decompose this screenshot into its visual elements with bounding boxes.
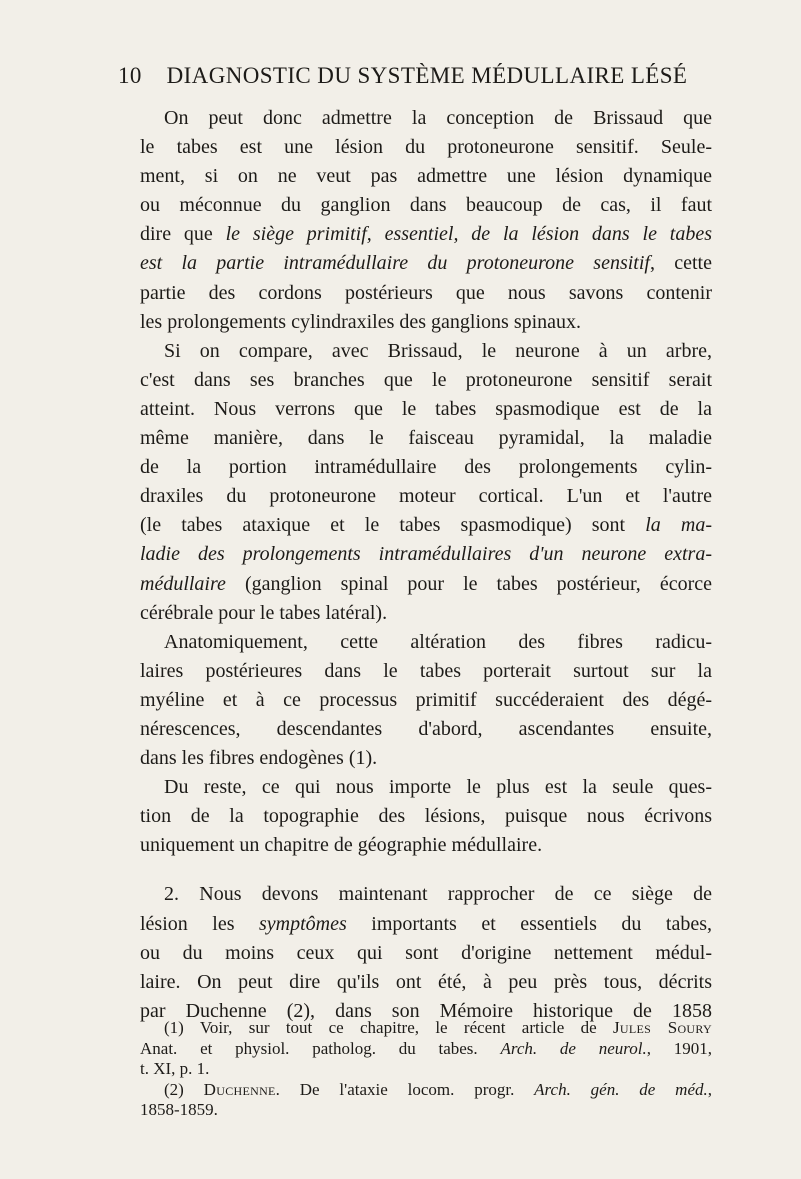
- page-number: 10: [118, 63, 142, 88]
- text-line: laires postérieures dans le tabes porterait surtout sur la: [140, 659, 712, 682]
- emphasis-text: la ma-: [645, 514, 712, 537]
- text-line: [140, 570, 712, 599]
- text-line: On peut donc admettre la conception de Brissaud que: [164, 107, 712, 129]
- text-line: draxiles du protoneurone moteur cortical. L'un et l'autre: [140, 485, 712, 508]
- section-gap: [140, 860, 712, 880]
- footnote-line: [140, 1018, 712, 1039]
- text-line: le tabes est une lésion du protoneurone sensitif. Seule-: [140, 136, 712, 159]
- text-line: même manière, dans le faisceau pyramidal, la maladie: [140, 427, 712, 450]
- text-line: ou du moins ceux qui sont d'origine nettement médul-: [140, 941, 712, 964]
- text-line: de la portion intramédullaire des prolongements cylin-: [140, 456, 712, 479]
- text-line: 2. Nous devons maintenant rapprocher de ce siège de: [164, 883, 712, 906]
- page-header: [118, 58, 710, 94]
- text-line: [140, 249, 712, 278]
- emphasis-text: médullaire: [140, 572, 226, 595]
- text-segment: , 1901,: [646, 1038, 712, 1058]
- text-segment: , cette: [649, 252, 712, 275]
- running-title: DIAGNOSTIC DU SYSTÈME MÉDULLAIRE LÉSÉ: [166, 63, 688, 88]
- text-segment: . De l'ataxie locom. progr.: [275, 1079, 535, 1099]
- text-segment: Anat. et physiol. patholog. du tabes.: [140, 1038, 501, 1058]
- text-line: [140, 220, 712, 249]
- text-line: [140, 910, 712, 939]
- text-line: Si on compare, avec Brissaud, le neurone à un arbre,: [164, 339, 712, 362]
- footnote-line: 1858-1859.: [140, 1100, 218, 1119]
- text-segment: ,: [707, 1079, 712, 1099]
- text-segment: (le tabes ataxique et le tabes spasmodique) sont: [140, 514, 646, 537]
- text-line: [140, 540, 712, 569]
- text-line: tion de la topographie des lésions, puisque nous écrivons: [140, 805, 712, 828]
- text-line: uniquement un chapitre de géographie médullaire.: [140, 834, 543, 857]
- text-line: atteint. Nous verrons que le tabes spasmodique est de la: [140, 397, 712, 420]
- text-segment: (ganglion spinal pour le tabes postérieur, écorce: [225, 572, 712, 595]
- text-line: Du reste, ce qui nous importe le plus est la seule ques-: [164, 776, 712, 799]
- text-line: laire. On peut dire qu'ils ont été, à peu près tous, décrits: [140, 970, 712, 993]
- emphasis-text: est la partie intramédullaire du protoneurone sensitif: [140, 252, 650, 275]
- emphasis-text: Arch. gén. de méd.: [534, 1079, 708, 1099]
- text-line: par Duchenne (2), dans son Mémoire historique de 1858: [140, 999, 712, 1022]
- footnotes: [140, 1018, 712, 1121]
- text-line: ou méconnue du ganglion dans beaucoup de cas, il faut: [140, 194, 712, 217]
- emphasis-text: le siège primitif, essentiel, de la lésion dans le tabes: [225, 223, 712, 246]
- text-line: les prolongements cylindraxiles des ganglions spinaux.: [140, 310, 582, 333]
- emphasis-text: Arch. de neurol.: [500, 1038, 647, 1058]
- text-segment: (2): [164, 1079, 204, 1099]
- text-segment: lésion les: [140, 912, 259, 935]
- emphasis-text: ladie des prolongements intramédullaires d'un neurone extra-: [140, 543, 712, 566]
- author-name: Jules Soury: [612, 1018, 712, 1037]
- footnote-line: t. XI, p. 1.: [140, 1059, 210, 1078]
- text-segment: importants et essentiels du tabes,: [346, 912, 712, 935]
- footnote-line: [140, 1080, 712, 1101]
- body-text: [140, 104, 712, 1026]
- text-line: partie des cordons postérieurs que nous savons contenir: [140, 281, 712, 304]
- text-segment: (1) Voir, sur tout ce chapitre, le récent article de: [164, 1018, 613, 1037]
- text-line: ment, si on ne veut pas admettre une lésion dynamique: [140, 165, 712, 188]
- text-line: myéline et à ce processus primitif succéderaient des dégé-: [140, 688, 712, 711]
- emphasis-text: symptômes: [259, 912, 347, 935]
- text-line: Anatomiquement, cette altération des fibres radicu-: [164, 630, 712, 653]
- footnote-line: [140, 1039, 712, 1060]
- author-name: Duchenne: [203, 1079, 276, 1099]
- text-line: c'est dans ses branches que le protoneurone sensitif serait: [140, 368, 712, 391]
- text-line: cérébrale pour le tabes latéral).: [140, 601, 388, 624]
- text-line: dans les fibres endogènes (1).: [140, 747, 378, 770]
- text-line: [140, 511, 712, 540]
- text-line: nérescences, descendantes d'abord, ascendantes ensuite,: [140, 717, 712, 740]
- text-segment: dire que: [140, 223, 226, 246]
